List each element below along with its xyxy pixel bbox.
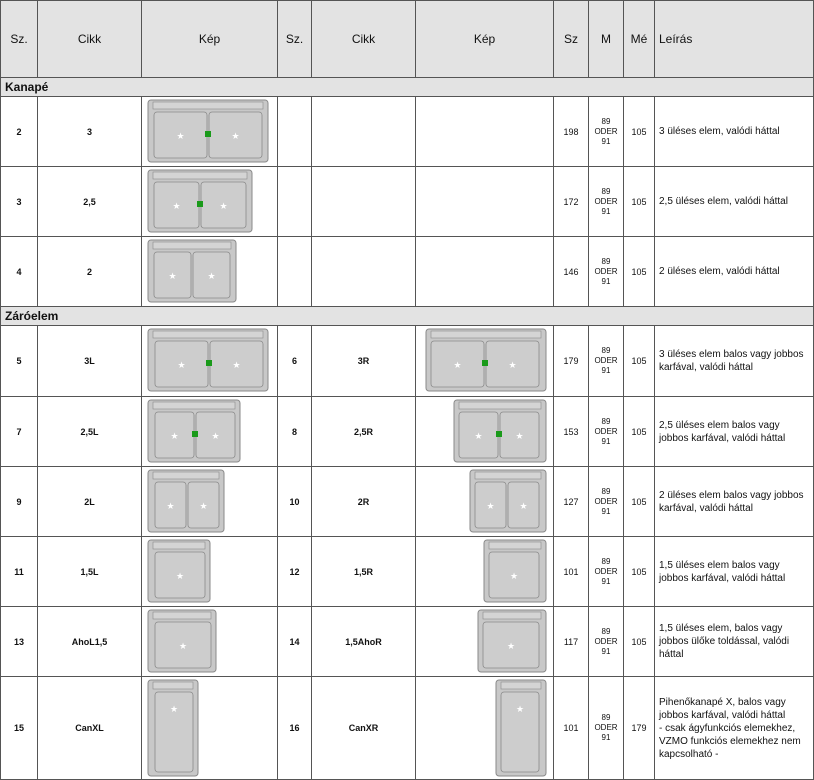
star-icon: ★ — [231, 131, 240, 141]
product-image-right — [416, 607, 554, 677]
width-value: 117 — [554, 607, 589, 677]
table-row — [1, 97, 814, 167]
model-code: ODER — [594, 426, 618, 436]
model-codes — [589, 237, 624, 307]
row-number-right — [278, 237, 312, 307]
description-line: 1,5 üléses elem, balos vagy — [659, 623, 783, 634]
header-cikk-2: Cikk — [312, 1, 416, 78]
article-code-right: 3R — [312, 326, 416, 397]
description-line: karfával, valódi háttal — [659, 362, 753, 373]
sofa-drawing — [142, 237, 278, 306]
table-row — [1, 397, 814, 467]
model-codes — [589, 677, 624, 780]
row-number: 3 — [1, 167, 38, 237]
row-number: 11 — [1, 537, 38, 607]
row-number-right — [278, 97, 312, 167]
header-sz-2: Sz. — [278, 1, 312, 78]
description-line: Pihenőkanapé X, balos vagy — [659, 696, 786, 708]
sofa-drawing — [142, 326, 278, 396]
star-icon: ★ — [453, 360, 462, 370]
model-code: ODER — [594, 636, 618, 646]
depth-value: 105 — [624, 97, 655, 167]
sofa-back — [153, 102, 263, 109]
sofa-drawing — [416, 677, 552, 779]
star-icon: ★ — [177, 360, 186, 370]
depth-value: 105 — [624, 237, 655, 307]
sofa-drawing — [416, 397, 552, 466]
sofa-back — [153, 331, 263, 338]
description — [655, 167, 814, 237]
article-code: 3L — [38, 326, 142, 397]
model-code: 89 — [601, 186, 611, 196]
depth-value: 179 — [624, 677, 655, 780]
product-image — [142, 607, 278, 677]
article-code-right: 2R — [312, 467, 416, 537]
description-line: 2,5 üléses elem, valódi háttal — [659, 196, 788, 207]
width-value: 146 — [554, 237, 589, 307]
table-row — [1, 237, 814, 307]
header-sz: Sz — [554, 1, 589, 78]
star-icon: ★ — [170, 431, 179, 441]
description — [655, 397, 814, 467]
table-row — [1, 607, 814, 677]
description-line: 3 üléses elem balos vagy jobbos — [659, 349, 804, 360]
sofa-back — [153, 612, 211, 619]
row-number-right: 8 — [278, 397, 312, 467]
model-codes — [589, 167, 624, 237]
article-code: 2 — [38, 237, 142, 307]
description — [655, 237, 814, 307]
sofa-back — [489, 542, 541, 549]
sofa-drawing — [142, 677, 278, 779]
description-line: 2,5 üléses elem balos vagy — [659, 419, 780, 431]
model-code: 89 — [601, 713, 611, 722]
row-number: 13 — [1, 607, 38, 677]
table-row — [1, 467, 814, 537]
article-code-right: 2,5R — [312, 397, 416, 467]
star-icon: ★ — [207, 271, 216, 281]
sofa-back — [459, 402, 541, 409]
description-line: 2 üléses elem balos vagy jobbos — [659, 489, 804, 501]
description-line: kapcsolható - — [659, 748, 719, 760]
model-code: 89 — [601, 416, 611, 426]
depth-value: 105 — [624, 607, 655, 677]
model-code: 91 — [601, 436, 611, 446]
product-image — [142, 237, 278, 307]
description-line: VZMO funkciós elemekhez nem — [659, 735, 801, 747]
model-codes — [589, 97, 624, 167]
product-image-right — [416, 167, 554, 237]
description-line: jobbos ülőke toldással, valódi — [659, 636, 790, 647]
width-value: 179 — [554, 326, 589, 397]
row-number: 9 — [1, 467, 38, 537]
product-image-right — [416, 677, 554, 780]
model-codes — [589, 607, 624, 677]
width-value: 172 — [554, 167, 589, 237]
description-line: 2 üléses elem, valódi háttal — [659, 266, 780, 277]
star-icon: ★ — [175, 571, 185, 581]
row-number-right: 12 — [278, 537, 312, 607]
width-value: 153 — [554, 397, 589, 467]
connector-marker — [192, 431, 198, 437]
star-icon: ★ — [515, 431, 524, 441]
star-icon: ★ — [508, 360, 517, 370]
description — [655, 467, 814, 537]
description-line: 3 üléses elem, valódi háttal — [659, 126, 780, 137]
model-code: ODER — [594, 496, 618, 506]
article-code-right: CanXR — [312, 677, 416, 780]
model-code: 91 — [601, 136, 611, 146]
sofa-back — [431, 331, 541, 338]
row-number-right: 16 — [278, 677, 312, 780]
row-number: 4 — [1, 237, 38, 307]
description — [655, 607, 814, 677]
depth-value: 105 — [624, 537, 655, 607]
header-kep-2: Kép — [416, 1, 554, 78]
article-code-right — [312, 167, 416, 237]
article-code: 2L — [38, 467, 142, 537]
product-image — [142, 167, 278, 237]
section-title: Kanapé — [1, 78, 814, 97]
star-icon: ★ — [199, 501, 208, 511]
sofa-drawing — [416, 326, 552, 396]
product-image — [142, 537, 278, 607]
star-icon: ★ — [515, 704, 525, 714]
star-icon: ★ — [474, 431, 483, 441]
star-icon: ★ — [486, 501, 495, 511]
section-row — [1, 307, 814, 326]
sofa-drawing — [142, 397, 278, 466]
row-number: 5 — [1, 326, 38, 397]
star-icon: ★ — [506, 641, 516, 651]
model-codes — [589, 326, 624, 397]
model-code: 89 — [601, 346, 611, 355]
star-icon: ★ — [219, 201, 228, 211]
table-row — [1, 326, 814, 397]
sofa-drawing — [142, 167, 278, 236]
section-row — [1, 78, 814, 97]
description — [655, 326, 814, 397]
sofa-drawing — [142, 537, 278, 606]
product-image-right — [416, 397, 554, 467]
model-code: 89 — [601, 626, 611, 636]
product-image-right — [416, 97, 554, 167]
article-code-right — [312, 97, 416, 167]
sofa-drawing — [416, 607, 552, 676]
model-code: 91 — [601, 576, 611, 586]
star-icon: ★ — [169, 704, 179, 714]
model-code: 91 — [601, 506, 611, 516]
sofa-back — [153, 682, 193, 689]
sofa-back — [153, 542, 205, 549]
model-code: 91 — [601, 646, 611, 656]
product-image — [142, 467, 278, 537]
row-number-right: 10 — [278, 467, 312, 537]
description-line: - csak ágyfunkciós elemekhez, — [659, 722, 796, 734]
model-code: ODER — [594, 196, 618, 206]
star-icon: ★ — [509, 571, 519, 581]
model-code: ODER — [594, 566, 618, 576]
width-value: 101 — [554, 537, 589, 607]
model-code: 91 — [601, 733, 611, 742]
product-image — [142, 97, 278, 167]
table-row — [1, 537, 814, 607]
connector-marker — [197, 201, 203, 207]
product-image-right — [416, 467, 554, 537]
width-value: 127 — [554, 467, 589, 537]
connector-marker — [206, 360, 212, 366]
model-code: ODER — [594, 356, 618, 365]
sofa-back — [475, 472, 541, 479]
connector-marker — [482, 360, 488, 366]
article-code: 1,5L — [38, 537, 142, 607]
description-line: jobbos karfával, valódi háttal — [659, 709, 786, 721]
row-number-right: 6 — [278, 326, 312, 397]
product-image-right — [416, 537, 554, 607]
row-number-right: 14 — [278, 607, 312, 677]
sofa-back — [153, 472, 219, 479]
description — [655, 677, 814, 780]
depth-value: 105 — [624, 467, 655, 537]
article-code-right — [312, 237, 416, 307]
article-code: 3 — [38, 97, 142, 167]
star-icon: ★ — [232, 360, 241, 370]
article-code-right: 1,5R — [312, 537, 416, 607]
model-code: 89 — [601, 256, 611, 266]
table-row — [1, 167, 814, 237]
article-code-right: 1,5AhoR — [312, 607, 416, 677]
row-number: 2 — [1, 97, 38, 167]
sofa-drawing — [142, 467, 278, 536]
model-code: 91 — [601, 206, 611, 216]
article-code: AhoL1,5 — [38, 607, 142, 677]
star-icon: ★ — [519, 501, 528, 511]
model-code: ODER — [594, 723, 618, 732]
sofa-back — [501, 682, 541, 689]
description — [655, 537, 814, 607]
description-line: háttal — [659, 649, 684, 660]
product-image — [142, 397, 278, 467]
sofa-back — [483, 612, 541, 619]
sofa-drawing — [142, 97, 278, 166]
table-row — [1, 677, 814, 780]
star-icon: ★ — [176, 131, 185, 141]
product-image — [142, 677, 278, 780]
star-icon: ★ — [172, 201, 181, 211]
product-image-right — [416, 237, 554, 307]
description-line: jobbos karfával, valódi háttal — [659, 432, 786, 444]
article-code: 2,5 — [38, 167, 142, 237]
model-code: ODER — [594, 126, 618, 136]
model-code: 89 — [601, 116, 611, 126]
product-image-right — [416, 326, 554, 397]
sofa-back — [153, 172, 247, 179]
star-icon: ★ — [168, 271, 177, 281]
header-me: Mé — [624, 1, 655, 78]
section-title: Záróelem — [1, 307, 814, 326]
header-leiras: Leírás — [655, 1, 814, 78]
article-code: CanXL — [38, 677, 142, 780]
star-icon: ★ — [178, 641, 188, 651]
width-value: 198 — [554, 97, 589, 167]
model-codes — [589, 537, 624, 607]
description-line: karfával, valódi háttal — [659, 502, 753, 514]
model-code: 89 — [601, 556, 611, 566]
article-code: 2,5L — [38, 397, 142, 467]
sofa-drawing — [416, 467, 552, 536]
header-kep-1: Kép — [142, 1, 278, 78]
sofa-drawing — [416, 537, 552, 606]
description-line: 1,5 üléses elem balos vagy — [659, 559, 780, 571]
star-icon: ★ — [166, 501, 175, 511]
width-value: 101 — [554, 677, 589, 780]
header-sz-1: Sz. — [1, 1, 38, 78]
depth-value: 105 — [624, 167, 655, 237]
description — [655, 97, 814, 167]
model-code: 89 — [601, 486, 611, 496]
connector-marker — [496, 431, 502, 437]
depth-value: 105 — [624, 397, 655, 467]
model-codes — [589, 397, 624, 467]
sofa-drawing — [142, 607, 278, 676]
model-code: 91 — [601, 276, 611, 286]
model-code: 91 — [601, 366, 611, 375]
header-m: M — [589, 1, 624, 78]
row-number: 7 — [1, 397, 38, 467]
model-codes — [589, 467, 624, 537]
header-cikk-1: Cikk — [38, 1, 142, 78]
star-icon: ★ — [211, 431, 220, 441]
model-code: ODER — [594, 266, 618, 276]
row-number-right — [278, 167, 312, 237]
row-number: 15 — [1, 677, 38, 780]
depth-value: 105 — [624, 326, 655, 397]
sofa-back — [153, 402, 235, 409]
description-line: jobbos karfával, valódi háttal — [659, 572, 786, 584]
connector-marker — [205, 131, 211, 137]
product-image — [142, 326, 278, 397]
sofa-back — [153, 242, 231, 249]
